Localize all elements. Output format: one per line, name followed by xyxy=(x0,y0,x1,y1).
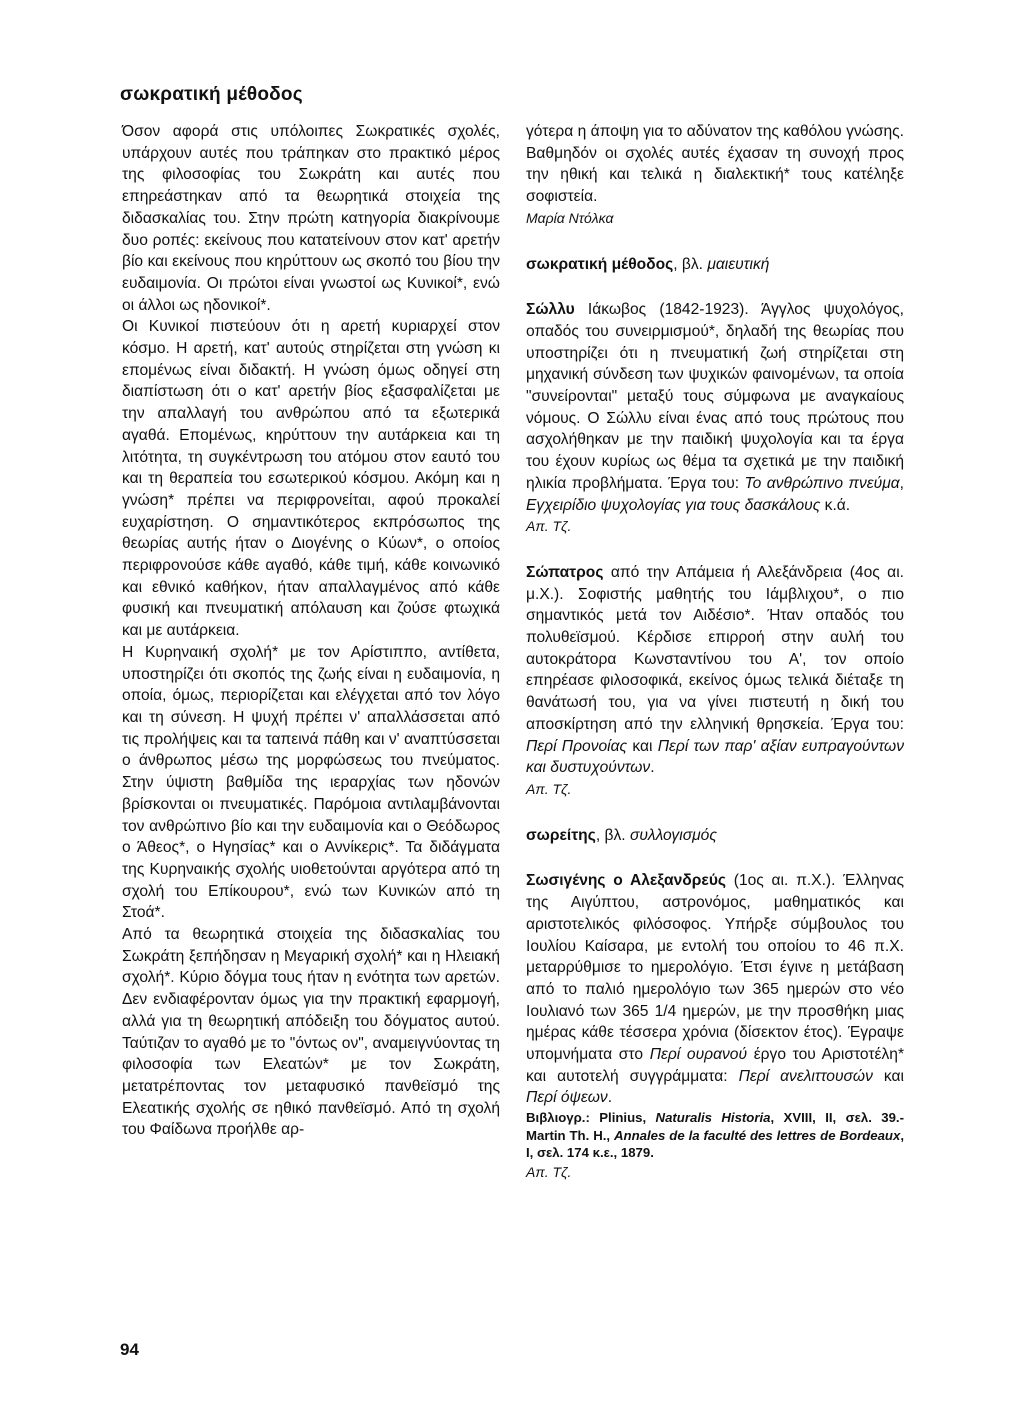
entry-text: Ιάκωβος (1842-1923). Άγγλος ψυχολόγος, οπαδός του συνειρμισμού*, δηλαδή της θεωρίας που υποστηρίζει ότι η πνευματική ζωή στηρίζεται στη μηχανική σύνδεση των ψυχικών φαινομένων, τα οποία "συνείρονται" μεταξύ τους σύμφωνα με αναγκαίους νόμους. Ο Σώλλυ είναι ένας από τους πρώτους που ασχολήθηκαν με την παιδική ψυχολογία και τα έργα του έχουν κυρίως ως θέμα τα σχετικά με την παιδική ηλικία προβλήματα. Έργα του: xyxy=(526,301,904,492)
bibliography xyxy=(526,1109,904,1162)
paragraph: Από τα θεωρητικά στοιχεία της διδασκαλίας του Σωκράτη ξεπήδησαν η Μεγαρική σχολή* και η Ηλειακή σχολή*. Κύριο δόγμα τους ήταν η ενότητα των αρετών. Δεν ενδιαφέρονταν όμως για την πρακτική εφαρμογή, αλλά για τη θεωρητική απόδειξη του δόγματος αυτού. Ταύτιζαν το αγαθό με το "όντως ον", αναμειγνύοντας τη φιλοσοφία των Ελεατών* με τον Σωκράτη, μετατρέποντας τον μεταφυσικό πανθεϊσμό της Ελεατικής σχολής σε ηθικό πανθεϊσμό. Από τη σχολή του Φαίδωνα προήλθε αρ- xyxy=(122,926,500,1139)
bibliography-text: , XVIII, II, σελ. 39.- Martin Th. H., xyxy=(526,1110,904,1143)
conjunction: και xyxy=(627,737,658,755)
bibliography-title: Naturalis Historia xyxy=(655,1110,771,1126)
entry-text: κ.ά. xyxy=(820,496,851,514)
author-signature: Μαρία Ντόλκα xyxy=(526,209,614,226)
work-title: Περί ανελιττουσών xyxy=(738,1067,873,1085)
work-title: Περί των παρ' αξίαν ευπραγούντων και δυστυχούντων xyxy=(526,737,904,777)
author-signature: Απ. Τζ. xyxy=(526,1163,572,1180)
entry-sopatros xyxy=(526,562,904,779)
paragraph: Οι Κυνικοί πιστεύουν ότι η αρετή κυριαρχεί στον κόσμο. Η αρετή, κατ' αυτούς στηρίζεται στη γνώση κι επομένως είναι διδακτή. Η γνώση όμως οδηγεί στη διαπίστωση ότι ο κατ' αρετήν βίος εξασφαλίζεται με την απαλλαγή του ανθρώπου από τα εξωτερικά αγαθά. Επομένως, κηρύττουν την αυτάρκεια και τη λιτότητα, τη συγκέντρωση του ατόμου στον εαυτό του και τη θεραπεία του εσωτερικού κόσμου. Ακόμη και η γνώση* πρέπει να περιφρονείται, αφού προκαλεί ευχαρίστηση. Ο σημαντικότερος εκπρόσωπος της θεωρίας αυτής ήταν ο Διογένης ο Κύων*, ο οποίος περιφρονούσε κάθε αγαθό, κάθε τιμή, κάθε κοινωνικό και εθνικό καθήκον, ήταν απαλλαγμένος από κάθε φυσική και πνευματική απόλαυση και ζούσε φτωχικά και με αυτάρκεια. xyxy=(122,318,500,640)
separator: , xyxy=(899,474,904,492)
entry-text: (1ος αι. π.Χ.). Έλληνας της Αιγύπτου, αστρονόμος, μαθηματικός και αριστοτελικός φιλόσοφος. Υπήρξε σύμβουλος του Ιουλίου Καίσαρα, με εντολή του οποίου το 46 π.Χ. μεταρρύθμισε το ημερολόγιο. Έτσι έγινε η μετάβαση από το παλιό ημερολόγιο των 365 ημερών στο νέο Ιουλιανό των 365 1/4 ημερών, με την προσθήκη μιας ημέρας κάθε τέσσερα χρόνια (δίσεκτον έτος). Έγραψε υπομνήματα στο xyxy=(526,872,904,1064)
work-title: Περί ουρανού xyxy=(649,1046,748,1064)
see-label: , βλ. xyxy=(673,255,708,273)
entry-headword: σωρείτης xyxy=(526,826,596,844)
paragraph: Η Κυρηναική σχολή* με τον Αρίστιππο, αντίθετα, υποστηρίζει ότι σκοπός της ζωής είναι η ευδαιμονία, η οποία, όμως, περιορίζεται και ελέγχεται από τον λόγο και τη σύνεση. Η ψυχή πρέπει ν' απαλλάσσεται από τις προλήψεις και τα ταπεινά πάθη και ν' αναπτύσσεται ο άνθρωπος μέσω της μορφώσεως του πνεύματος. Στην ύψιστη βαθμίδα της ιεραρχίας των ηδονών βρίσκονται οι πνευματικές. Παρόμοια αντιλαμβάνονται τον ανθρώπινο βίο και την ευδαιμονία και ο Θεόδωρος ο Άθεος*, ο Ηγησίας* και ο Αννίκερις*. Τα διδάγματα της Κυρηναικής σχολής υιοθετούνται αργότερα από τη σχολή του Επίκουρου*, ενώ των Κυνικών από τη Στοά*. xyxy=(122,643,500,922)
entry-headword: Σωσιγένης ο Αλεξανδρεύς xyxy=(526,872,727,890)
entry-text: από την Απάμεια ή Αλεξάνδρεια (4ος αι. μ.Χ.). Σοφιστής μαθητής του Ιάμβλιχου*, ο πιο σημαντικός μετά τον Αιδέσιο*. Ήταν οπαδός του πολυθεϊσμού. Κέρδισε επιρροή στην αυλή του αυτοκράτορα Κωνσταντίνου του Α', τον οποίο επηρέασε φιλοσοφικά, εκείνος όμως τελικά διέταξε τη θανάτωσή του, για να γίνει πιστευτή η δική του αποσκίρτηση από την ελληνική θρησκεία. Έργα του: xyxy=(526,563,904,733)
running-head: σωκρατική μέθοδος xyxy=(120,84,303,105)
entry-text: έργο του Αριστοτέλη* και αυτοτελή συγγράμματα: xyxy=(526,1046,905,1085)
author-signature: Απ. Τζ. xyxy=(526,780,572,797)
punctuation: . xyxy=(607,1089,613,1107)
right-column xyxy=(526,121,904,1183)
cross-reference-target: συλλογισμός xyxy=(629,826,717,844)
bibliography-title: Annales de la faculté des lettres de Bordeaux xyxy=(614,1127,901,1143)
entry-headword: Σώπατρος xyxy=(526,563,604,581)
punctuation: . xyxy=(650,759,655,777)
page-number: 94 xyxy=(120,1340,139,1359)
cross-reference-target: μαιευτική xyxy=(707,255,770,273)
entry-headword: σωκρατική μέθοδος xyxy=(526,255,674,273)
cross-reference-entry xyxy=(526,254,904,276)
bibliography-text: , I, σελ. 174 κ.ε., 1879. xyxy=(526,1127,904,1161)
left-column xyxy=(122,121,500,1141)
entry-sosigenes xyxy=(526,870,904,1109)
entry-headword: Σώλλυ xyxy=(526,301,575,319)
bibliography-text: Βιβλιογρ.: Plinius, xyxy=(526,1110,656,1126)
work-title: Περί όψεων xyxy=(526,1089,608,1107)
paragraph: Όσον αφορά στις υπόλοιπες Σωκρατικές σχολές, υπάρχουν αυτές που τράπηκαν στο πρακτικό μέρος της φιλοσοφίας του Σωκράτη και αυτές που επηρεάστηκαν από τα θεωρητικά στοιχεία της διδασκαλίας του. Στην πρώτη κατηγορία διακρίνουμε δυο ροπές: εκείνους που κατατείνουν στον κατ' αρετήν βίο και εκείνους που κηρύττουν ως σκοπό του βίου την ευδαιμονία. Οι πρώτοι είναι γνωστοί ως Κυνικοί*, ενώ οι άλλοι ως ηδονικοί*. xyxy=(122,123,500,314)
entry-sully xyxy=(526,299,904,516)
author-signature: Απ. Τζ. xyxy=(526,518,572,535)
paragraph-continuation: γότερα η άποψη για το αδύνατον της καθόλου γνώσης. Βαθμηδόν οι σχολές αυτές έχασαν τη συνοχή προς την ηθική και τελικά η διαλεκτική* τους κατέληξε σοφιστεία. xyxy=(526,123,904,206)
work-title: Εγχειρίδιο ψυχολογίας για τους δασκάλους xyxy=(526,496,821,514)
cross-reference-entry xyxy=(526,825,904,847)
conjunction: και xyxy=(872,1067,904,1085)
work-title: Περί Προνοίας xyxy=(526,737,628,755)
work-title: Το ανθρώπινο πνεύμα xyxy=(744,474,900,492)
see-label: , βλ. xyxy=(595,826,630,844)
